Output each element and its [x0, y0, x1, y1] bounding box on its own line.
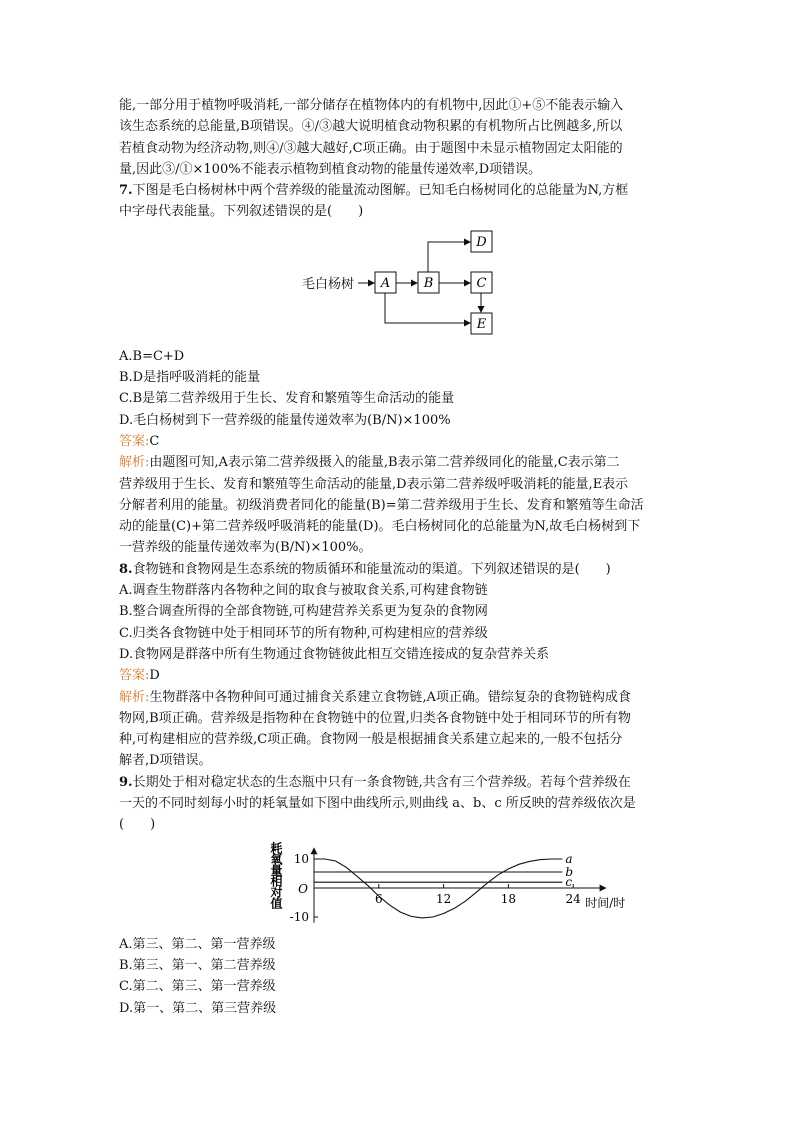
q9-option-c: C.第二、第三、第一营养级 [119, 979, 276, 995]
q8-option-d: D.食物网是群落中所有生物通过食物链彼此相互交错连接成的复杂营养关系 [119, 646, 550, 662]
q7-option-b: B.D是指呼吸消耗的能量 [119, 370, 261, 386]
box-d-label: D [476, 234, 487, 250]
curve-label-a: a [565, 851, 573, 866]
q7-analysis-cont: 动的能量(C)+第二营养级呼吸消耗的能量(D)。毛白杨树同化的总能量为N,故毛白杨树到下 [119, 519, 641, 535]
q7-analysis-cont: 营养级用于生长、发育和繁殖等生命活动的能量,D表示第二营养级呼吸消耗的能量,E表示 [119, 476, 629, 492]
q7-option-c: C.B是第二营养级用于生长、发育和繁殖等生命活动的能量 [119, 391, 455, 407]
q9-number: 9. [119, 774, 133, 790]
q8-option-a: A.调查生物群落内各物种之间的取食与被取食关系,可构建食物链 [119, 583, 488, 599]
y-axis-label: 耗氧量相对值 [269, 841, 283, 908]
q7-stem-cont: 中字母代表能量。下列叙述错误的是( ) [119, 204, 364, 220]
q7-analysis-cont: 一营养级的能量传递效率为(B/N)×100%。 [119, 540, 372, 556]
q8-option-c: C.归类各食物链中处于相同环节的所有物种,可构建相应的营养级 [119, 625, 488, 641]
q7-answer: 答案:C [119, 433, 160, 449]
y-tick-label: -10 [289, 909, 309, 924]
q7-option-d: D.毛白杨树到下一营养级的能量传递效率为(B/N)×100% [119, 412, 451, 428]
curve-label-c: c [565, 874, 573, 889]
q9-option-d: D.第一、第二、第三营养级 [119, 1000, 277, 1016]
q7-analysis-cont: 分解者利用的能量。初级消费者同化的能量(B)=第二营养级用于生长、发育和繁殖等生命活 [119, 497, 644, 513]
q9-stem-cont: ( ) [119, 817, 156, 833]
q8-option-b: B.整合调查所得的全部食物链,可构建营养关系更为复杂的食物网 [119, 604, 488, 620]
q8-analysis-cont: 物网,B项正确。营养级是指物种在食物链中的位置,归类各食物链中处于相同环节的所有物 [119, 710, 631, 726]
q7-option-a: A.B=C+D [119, 348, 185, 364]
box-b-label: B [423, 275, 434, 291]
page-content [119, 95, 679, 1019]
energy-flow-diagram [119, 223, 679, 346]
intro-line: 量,因此③/①×100%不能表示植物到植食动物的能量传递效率,D项错误。 [119, 161, 542, 177]
intro-line: 能,一部分用于植物呼吸消耗,一部分储存在植物体内的有机物中,因此①+⑤不能表示输入 [119, 98, 624, 113]
oxygen-consumption-chart [119, 836, 679, 934]
q7-number: 7. [119, 183, 133, 199]
q8-answer: 答案:D [119, 668, 160, 684]
q9-stem-cont: 一天的不同时刻每小时的耗氧量如下图中曲线所示,则曲线 a、b、c 所反映的营养级依次是 [119, 796, 636, 812]
x-tick-label: 18 [500, 891, 517, 906]
y-tick-label: 10 [293, 851, 309, 866]
q9-option-a: A.第三、第二、第一营养级 [119, 936, 276, 952]
q7-stem: 7.下图是毛白杨树林中两个营养级的能量流动图解。已知毛白杨树同化的总能量为N,方框 [119, 183, 629, 199]
box-e-label: E [476, 316, 487, 332]
curve-label-b: b [565, 864, 574, 879]
x-axis-label: 时间/时 [585, 895, 626, 910]
q9-option-b: B.第三、第一、第二营养级 [119, 957, 276, 973]
q9-stem: 9.长期处于相对稳定状态的生态瓶中只有一条食物链,共含有三个营养级。若每个营养级在 [119, 774, 631, 790]
q7-analysis: 解析:由题图可知,A表示第二营养级摄入的能量,B表示第二营养级同化的能量,C表示第二 [119, 455, 620, 471]
q8-analysis: 解析:生物群落中各物种间可通过捕食关系建立食物链,A项正确。错综复杂的食物链构成食 [119, 689, 631, 705]
box-a-label: A [380, 275, 391, 291]
origin-label: O [298, 881, 308, 896]
q8-number: 8. [119, 561, 133, 577]
source-label: 毛白杨树 [302, 276, 355, 292]
x-tick-label: 24 [565, 891, 581, 906]
x-tick-label: 6 [374, 891, 383, 906]
intro-line: 该生态系统的总能量,B项错误。④/③越大说明植食动物积累的有机物所占比例越多,所以 [119, 119, 623, 135]
q8-stem: 8.食物链和食物网是生态系统的物质循环和能量流动的渠道。下列叙述错误的是( ) [119, 561, 611, 577]
box-c-label: C [476, 275, 487, 291]
x-tick-label: 12 [435, 891, 452, 906]
intro-line: 若植食动物为经济动物,则④/③越大越好,C项正确。由于题图中未显示植物固定太阳能的 [119, 140, 623, 156]
q8-analysis-cont: 解者,D项错误。 [119, 753, 212, 769]
q8-analysis-cont: 种,可构建相应的营养级,C项正确。食物网一般是根据捕食关系建立起来的,一般不包括分 [119, 732, 623, 748]
